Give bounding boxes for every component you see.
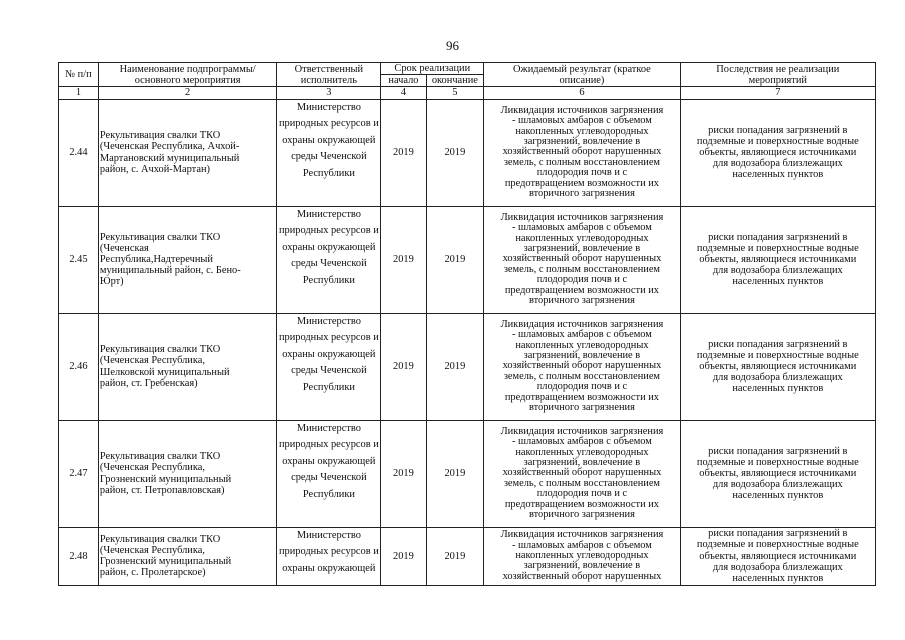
measure-name-line: (Чеченская Республика, <box>99 355 205 367</box>
table-row <box>59 206 876 313</box>
expected-result-line: загрязнений, вовлечение в <box>523 560 641 572</box>
end-year: 2019 <box>426 527 484 585</box>
table-row <box>59 420 876 527</box>
measure-name-line: Рекультивация свалки ТКО <box>99 130 221 142</box>
expected-result-line: плодородия почв и с <box>536 381 628 393</box>
responsible-line: охраны окружающей <box>282 348 376 360</box>
expected-result-line: вторичного загрязнения <box>528 188 635 200</box>
start-year: 2019 <box>381 99 426 206</box>
expected-result-line: накопленных углеводородных <box>515 232 649 244</box>
expected-result-line: предотвращением возможности их <box>504 391 659 403</box>
table-row <box>59 99 876 206</box>
consequence-line: подземные и поверхностные водные <box>696 242 859 254</box>
expected-result-line: хозяйственный оборот нарушенных <box>502 360 662 372</box>
responsible-line: Республики <box>302 274 355 286</box>
expected-result-line: загрязнений, вовлечение в <box>523 243 641 254</box>
consequence-line: объекты, являющиеся источниками <box>699 550 857 562</box>
end-year: 2019 <box>426 313 484 420</box>
measure-name-line: (Чеченская <box>99 242 149 254</box>
expected-result <box>484 420 680 527</box>
consequences <box>680 420 875 527</box>
header-responsible <box>277 63 381 87</box>
expected-result-line: Ликвидация источников загрязнения <box>500 529 664 541</box>
consequence-line: объекты, являющиеся источниками <box>699 361 857 372</box>
measure-name-line: Рекультивация свалки ТКО <box>99 231 221 243</box>
header-name-line: Наименование подпрограммы/ <box>119 63 256 75</box>
consequence-line: для водозабора близлежащих <box>712 372 843 384</box>
consequence-line: объекты, являющиеся источниками <box>699 147 857 158</box>
expected-result-line: плодородия почв и с <box>536 488 628 500</box>
expected-result-line: - шламовых амбаров с объемом <box>512 436 652 448</box>
measure-name-line: Рекультивация свалки ТКО <box>99 344 221 356</box>
responsible-executor <box>277 206 381 313</box>
header-result-line: описание) <box>559 74 605 86</box>
consequence-line: подземные и поверхностные водные <box>696 349 859 361</box>
expected-result-line: загрязнений, вовлечение в <box>523 136 641 147</box>
responsible-line: охраны окружающей <box>282 455 376 467</box>
responsible-executor <box>277 99 381 206</box>
expected-result-line: загрязнений, вовлечение в <box>523 457 641 468</box>
expected-result-line: хозяйственный оборот нарушенных <box>502 146 662 158</box>
measure-name-line: (Чеченская Республика, <box>99 462 205 474</box>
responsible-line: Министерство <box>296 101 361 113</box>
expected-result-line: - шламовых амбаров с объемом <box>512 539 652 551</box>
header-name-line: основного мероприятия <box>134 74 241 86</box>
responsible-executor <box>277 527 381 585</box>
table-row <box>59 527 876 585</box>
expected-result-line: Ликвидация источников загрязнения <box>500 211 664 223</box>
measure-name <box>98 420 277 527</box>
responsible-executor <box>277 420 381 527</box>
expected-result-line: вторичного загрязнения <box>528 295 635 307</box>
expected-result-line: Ликвидация источников загрязнения <box>500 104 664 116</box>
measure-name-line: (Чеченская Республика, <box>99 544 205 556</box>
column-number: 5 <box>426 87 484 99</box>
header-result <box>484 63 680 87</box>
expected-result <box>484 99 680 206</box>
responsible-line: природных ресурсов и <box>278 118 379 130</box>
end-year: 2019 <box>426 99 484 206</box>
end-year: 2019 <box>426 420 484 527</box>
row-number: 2.46 <box>59 313 99 420</box>
measure-name-line: Грозненский муниципальный <box>99 556 232 568</box>
responsible-line: Министерство <box>296 208 361 220</box>
header-name <box>98 63 277 87</box>
consequences <box>680 206 875 313</box>
responsible-line: среды Чеченской <box>291 258 367 270</box>
start-year: 2019 <box>381 206 426 313</box>
expected-result-line: накопленных углеводородных <box>515 549 649 561</box>
table-row <box>59 313 876 420</box>
expected-result-line: плодородия почв и с <box>536 167 628 179</box>
expected-result-line: земель, с полным восстановлением <box>503 263 661 275</box>
expected-result-line: вторичного загрязнения <box>528 509 635 521</box>
expected-result-line: предотвращением возможности их <box>504 284 659 296</box>
measure-name-line: Мартановский муниципальный <box>99 152 240 164</box>
column-number: 7 <box>680 87 875 99</box>
responsible-line: среды Чеченской <box>291 151 367 163</box>
consequence-line: объекты, являющиеся источниками <box>699 468 857 479</box>
measure-name-line: Республика,Надтеречный <box>99 254 213 265</box>
header-consequence <box>680 63 875 87</box>
consequence-line: риски попадания загрязнений в <box>708 445 848 457</box>
responsible-line: среды Чеченской <box>291 472 367 484</box>
expected-result-line: - шламовых амбаров с объемом <box>512 222 652 234</box>
column-number: 6 <box>484 87 680 99</box>
expected-result-line: - шламовых амбаров с объемом <box>512 115 652 127</box>
responsible-line: среды Чеченской <box>291 365 367 377</box>
start-year: 2019 <box>381 313 426 420</box>
expected-result-line: хозяйственный оборот нарушенных <box>502 253 662 265</box>
expected-result-line: плодородия почв и с <box>536 274 628 286</box>
measure-name-line: Юрт) <box>99 276 124 288</box>
row-number: 2.44 <box>59 99 99 206</box>
expected-result-line: хозяйственный оборот нарушенных <box>502 467 662 479</box>
expected-result-line: Ликвидация источников загрязнения <box>500 425 664 437</box>
measure-name-line: Грозненский муниципальный <box>99 473 232 485</box>
expected-result-line: загрязнений, вовлечение в <box>523 350 641 361</box>
responsible-executor <box>277 313 381 420</box>
expected-result-line: земель, с полным восстановлением <box>503 370 661 382</box>
measure-name-line: (Чеченская Республика, Ачхой- <box>99 141 240 153</box>
start-year: 2019 <box>381 420 426 527</box>
consequences <box>680 527 875 585</box>
header-consequence-line: Последствия не реализации <box>716 63 840 75</box>
measure-name <box>98 527 277 585</box>
expected-result-line: накопленных углеводородных <box>515 339 649 351</box>
row-number: 2.47 <box>59 420 99 527</box>
header-period: Срок реализации <box>381 63 484 75</box>
consequence-line: для водозабора близлежащих <box>712 265 843 277</box>
responsible-line: охраны окружающей <box>282 134 376 146</box>
measure-name-line: Шелковской муниципальный <box>99 366 230 378</box>
responsible-line: Республики <box>302 488 355 500</box>
measure-name <box>98 99 277 206</box>
column-number: 2 <box>98 87 277 99</box>
expected-result-line: вторичного загрязнения <box>528 402 635 414</box>
start-year: 2019 <box>381 527 426 585</box>
responsible-line: природных ресурсов и <box>278 332 379 344</box>
column-number: 4 <box>381 87 426 99</box>
expected-result-line: земель, с полным восстановлением <box>503 477 661 489</box>
measure-name <box>98 206 277 313</box>
measure-name-line: Рекультивация свалки ТКО <box>99 533 221 545</box>
consequence-line: населенных пунктов <box>732 169 824 181</box>
consequences <box>680 313 875 420</box>
measure-name-line: район, с. Ачхой-Мартан) <box>99 163 210 175</box>
consequence-line: подземные и поверхностные водные <box>696 456 859 468</box>
expected-result <box>484 313 680 420</box>
consequence-line: риски попадания загрязнений в <box>708 124 848 136</box>
header-start: начало <box>381 75 426 87</box>
expected-result-line: предотвращением возможности их <box>504 177 659 189</box>
expected-result-line: Ликвидация источников загрязнения <box>500 318 664 330</box>
consequence-line: подземные и поверхностные водные <box>696 539 859 551</box>
consequence-line: риски попадания загрязнений в <box>708 338 848 350</box>
responsible-line: природных ресурсов и <box>278 546 379 558</box>
responsible-line: Министерство <box>296 315 361 327</box>
program-table <box>58 62 876 586</box>
header-num: № п/п <box>59 63 99 87</box>
expected-result-line: земель, с полным восстановлением <box>503 156 661 168</box>
responsible-line: Республики <box>302 381 355 393</box>
column-number: 3 <box>277 87 381 99</box>
consequence-line: населенных пунктов <box>732 572 824 584</box>
header-consequence-line: мероприятий <box>748 74 807 86</box>
consequence-line: объекты, являющиеся источниками <box>699 254 857 265</box>
consequence-line: для водозабора близлежащих <box>712 479 843 491</box>
consequence-line: для водозабора близлежащих <box>712 158 843 170</box>
row-number: 2.45 <box>59 206 99 313</box>
consequences <box>680 99 875 206</box>
responsible-line: природных ресурсов и <box>278 439 379 451</box>
consequence-line: населенных пунктов <box>732 490 824 502</box>
consequence-line: населенных пунктов <box>732 276 824 288</box>
expected-result-line: хозяйственный оборот нарушенных <box>502 570 662 582</box>
column-number: 1 <box>59 87 99 99</box>
expected-result <box>484 527 680 585</box>
header-responsible-line: исполнитель <box>300 74 357 86</box>
responsible-line: природных ресурсов и <box>278 225 379 237</box>
row-number: 2.48 <box>59 527 99 585</box>
measure-name-line: Рекультивация свалки ТКО <box>99 451 221 463</box>
header-responsible-line: Ответственный <box>294 63 364 75</box>
measure-name-line: муниципальный район, с. Бено- <box>99 265 241 277</box>
end-year: 2019 <box>426 206 484 313</box>
expected-result-line: накопленных углеводородных <box>515 125 649 137</box>
consequence-line: для водозабора близлежащих <box>712 561 843 573</box>
expected-result-line: накопленных углеводородных <box>515 446 649 458</box>
consequence-line: риски попадания загрязнений в <box>708 231 848 243</box>
header-result-line: Ожидаемый результат (краткое <box>513 63 651 75</box>
measure-name <box>98 313 277 420</box>
consequence-line: риски попадания загрязнений в <box>708 528 848 540</box>
measure-name-line: район, ст. Петропавловская) <box>99 484 225 496</box>
responsible-line: Республики <box>302 167 355 179</box>
page-number: 96 <box>446 38 459 53</box>
expected-result <box>484 206 680 313</box>
responsible-line: охраны окружающей <box>282 562 376 574</box>
consequence-line: населенных пунктов <box>732 383 824 395</box>
responsible-line: Министерство <box>296 422 361 434</box>
expected-result-line: предотвращением возможности их <box>504 498 659 510</box>
measure-name-line: район, ст. Гребенская) <box>99 377 198 389</box>
measure-name-line: район, с. Пролетарское) <box>99 567 206 579</box>
header-end: окончание <box>426 75 484 87</box>
responsible-line: Министерство <box>296 529 361 541</box>
responsible-line: охраны окружающей <box>282 241 376 253</box>
consequence-line: подземные и поверхностные водные <box>696 135 859 147</box>
expected-result-line: - шламовых амбаров с объемом <box>512 329 652 341</box>
